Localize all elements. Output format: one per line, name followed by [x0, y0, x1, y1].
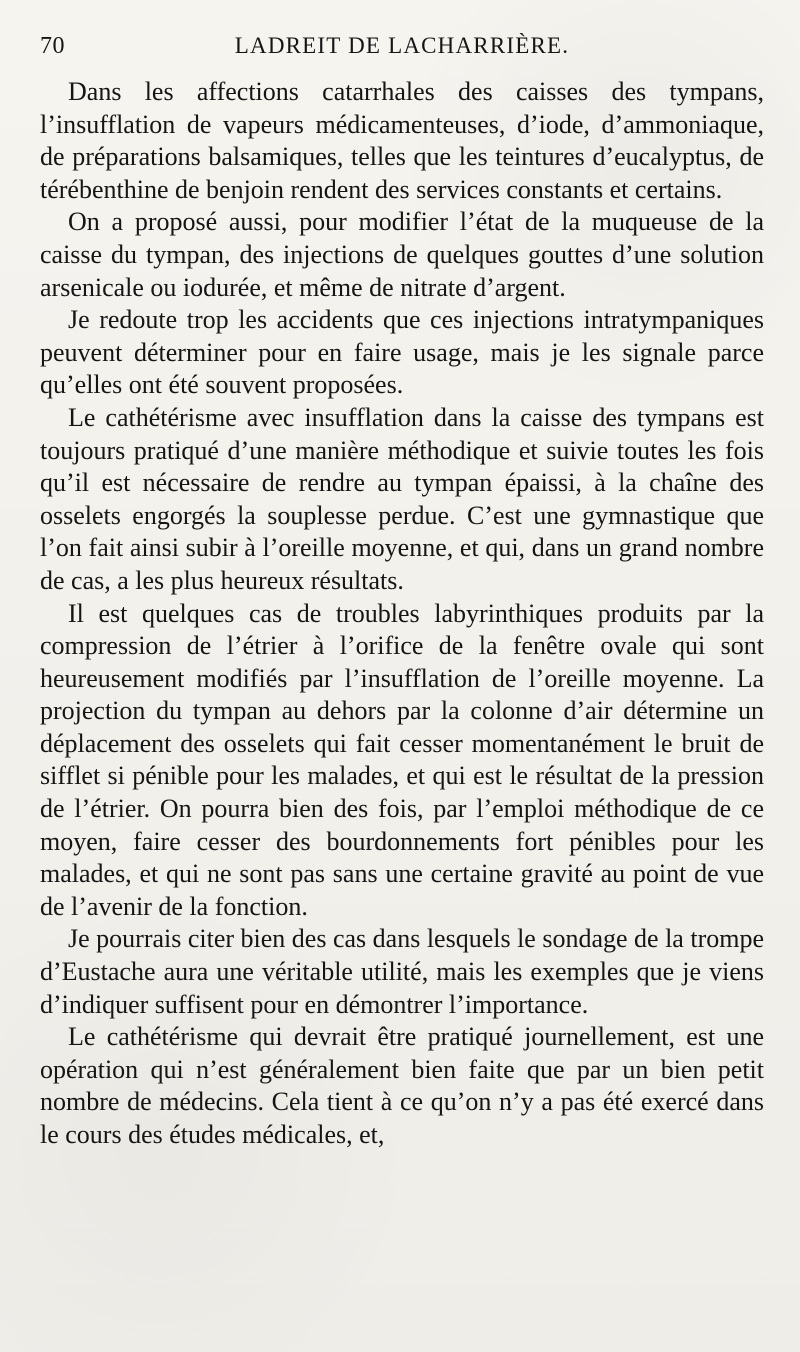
paragraph-6: Je pourrais citer bien des cas dans lesquels le sondage de la trompe d’Eustache aura une véritable utilité, mais les exemples que je viens d’indiquer suffisent pour en démontrer l’importance.: [40, 924, 764, 1019]
paragraph-7: Le cathétérisme qui devrait être pratiqué journellement, est une opération qui n’est généralement bien faite que par un bien petit nombre de médecins. Cela tient à ce qu’on n’y a pas été exercé dans le cours des études médicales, et,: [40, 1022, 764, 1149]
page-header: [40, 34, 764, 68]
running-head: LADREIT DE LACHARRIÈRE.: [234, 33, 570, 58]
paragraph-2: On a proposé aussi, pour modifier l’état de la muqueuse de la caisse du tympan, des injections de quelques gouttes d’une solution arsenicale ou iodurée, et même de nitrate d’argent.: [40, 207, 764, 302]
paragraph-4: Le cathétérisme avec insufflation dans la caisse des tympans est toujours pratiqué d’une manière méthodique et suivie toutes les fois qu’il est nécessaire de rendre au tympan épaissi, à la chaîne des osselets engorgés la souplesse perdue. C’est une gymnastique que l’on fait ainsi subir à l’oreille moyenne, et qui, dans un grand nombre de cas, a les plus heureux résultats.: [40, 402, 764, 595]
paragraph-5: Il est quelques cas de troubles labyrinthiques produits par la compression de l’étrier à l’orifice de la fenêtre ovale qui sont heureusement modifiés par l’insufflation de l’oreille moyenne. La projection du tympan au dehors par la colonne d’air détermine un déplacement des osselets qui fait cesser momentanément le bruit de sifflet si pénible pour les malades, et qui est le résultat de la pression de l’étrier. On pourra bien des fois, par l’emploi méthodique de ce moyen, faire cesser des bourdonnements fort pénibles pour les malades, et qui ne sont pas sans une certaine gravité au point de vue de l’avenir de la fonction.: [40, 598, 764, 921]
body-text: [40, 76, 764, 1152]
page-number: 70: [40, 33, 65, 59]
paragraph-1: Dans les affections catarrhales des caisses des tympans, l’insufflation de vapeurs médicamenteuses, d’iode, d’ammoniaque, de préparations balsamiques, telles que les teintures d’eucalyptus, de térébenthine de benjoin rendent des services constants et certains.: [40, 77, 764, 204]
paragraph-3: Je redoute trop les accidents que ces injections intratympaniques peuvent déterminer pour en faire usage, mais je les signale parce qu’elles ont été souvent proposées.: [40, 305, 764, 400]
